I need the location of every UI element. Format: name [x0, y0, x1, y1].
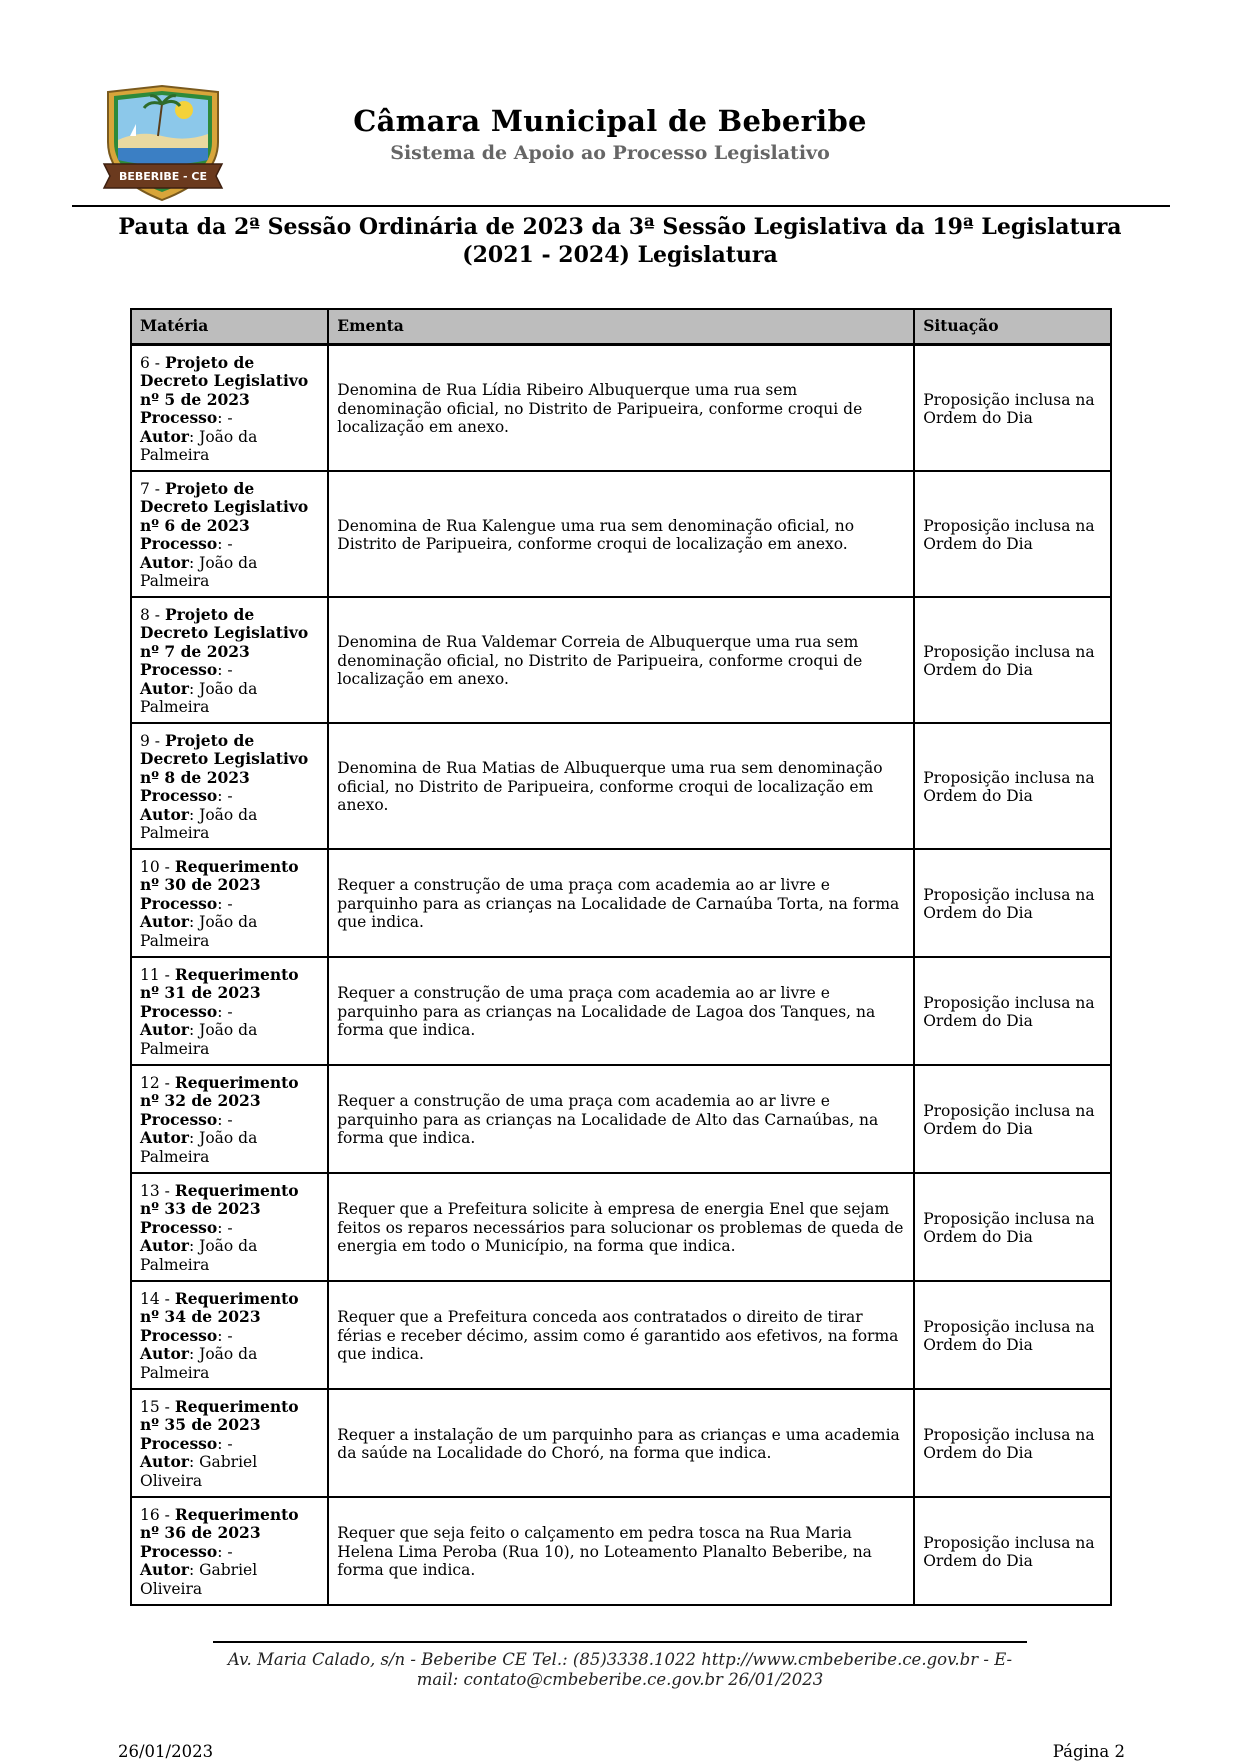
table-row — [131, 345, 1111, 472]
cell-materia: 13 - Requerimento nº 33 de 2023 Processo: - Autor: João da Palmeira — [131, 1173, 328, 1281]
pauta-table — [130, 308, 1112, 1606]
processo-value: - — [227, 1218, 233, 1237]
cell-situacao: Proposição inclusa na Ordem do Dia — [914, 1173, 1111, 1281]
autor-value: João da Palmeira — [140, 1237, 258, 1274]
footer-date: 26/01/2023 — [118, 1742, 214, 1761]
cell-situacao: Proposição inclusa na Ordem do Dia — [914, 597, 1111, 723]
autor-label: Autor — [140, 678, 189, 698]
footer-divider — [213, 1641, 1027, 1643]
autor-value: João da Palmeira — [140, 1129, 258, 1166]
item-number: 10 — [140, 857, 160, 876]
autor-label: Autor — [140, 426, 189, 446]
materia-title: Projeto de Decreto Legislativo nº 5 de 2023 — [140, 352, 309, 409]
processo-value: - — [227, 894, 233, 913]
autor-value: João da Palmeira — [140, 679, 258, 716]
footer-address: Av. Maria Calado, s/n - Beberibe CE Tel.: (85)3338.1022 http://www.cmbeberibe.ce.gov.br - E-mail: contato@cmbeberibe.ce.gov.br 26/01/2023 — [227, 1650, 1013, 1689]
cell-materia: 15 - Requerimento nº 35 de 2023 Processo: - Autor: Gabriel Oliveira — [131, 1389, 328, 1497]
materia-title: Requerimento nº 32 de 2023 — [140, 1072, 299, 1111]
cell-situacao: Proposição inclusa na Ordem do Dia — [914, 1497, 1111, 1605]
table-row — [131, 849, 1111, 957]
processo-value: - — [227, 1326, 233, 1345]
cell-materia: 12 - Requerimento nº 32 de 2023 Processo: - Autor: João da Palmeira — [131, 1065, 328, 1173]
autor-value: João da Palmeira — [140, 553, 258, 590]
cell-materia: 10 - Requerimento nº 30 de 2023 Processo: - Autor: João da Palmeira — [131, 849, 328, 957]
cell-situacao: Proposição inclusa na Ordem do Dia — [914, 957, 1111, 1065]
cell-materia: 7 - Projeto de Decreto Legislativo nº 6 de 2023 Processo: - Autor: João da Palmeira — [131, 471, 328, 597]
processo-label: Processo — [140, 1541, 218, 1561]
table-row — [131, 1389, 1111, 1497]
autor-label: Autor — [140, 1560, 189, 1580]
processo-value: - — [227, 535, 233, 553]
processo-label: Processo — [140, 1109, 218, 1129]
autor-label: Autor — [140, 912, 189, 932]
autor-value: João da Palmeira — [140, 1021, 258, 1058]
column-header-situacao: Situação — [914, 309, 1111, 345]
autor-value: Gabriel Oliveira — [140, 1453, 258, 1490]
processo-label: Processo — [140, 893, 218, 913]
item-number: 15 — [140, 1397, 160, 1416]
cell-ementa: Denomina de Rua Matias de Albuquerque uma rua sem denominação oficial, no Distrito de Paripueira, conforme croqui de localização em anexo. — [328, 723, 914, 849]
cell-situacao: Proposição inclusa na Ordem do Dia — [914, 1065, 1111, 1173]
cell-ementa: Denomina de Rua Valdemar Correia de Albuquerque uma rua sem denominação oficial, no Distrito de Paripueira, conforme croqui de localização em anexo. — [328, 597, 914, 723]
cell-situacao: Proposição inclusa na Ordem do Dia — [914, 345, 1111, 472]
header-title: Câmara Municipal de Beberibe — [353, 104, 867, 138]
processo-label: Processo — [140, 1001, 218, 1021]
header-divider — [72, 205, 1170, 207]
materia-title: Requerimento nº 35 de 2023 — [140, 1396, 299, 1435]
autor-label: Autor — [140, 804, 189, 824]
table-row — [131, 723, 1111, 849]
autor-label: Autor — [140, 1236, 189, 1256]
table-row — [131, 1065, 1111, 1173]
table-body — [131, 345, 1111, 1606]
column-header-ementa: Ementa — [328, 309, 914, 345]
processo-label: Processo — [140, 1217, 218, 1237]
table-row — [131, 957, 1111, 1065]
cell-ementa: Denomina de Rua Lídia Ribeiro Albuquerque uma rua sem denominação oficial, no Distrito de Paripueira, conforme croqui de localização em anexo. — [328, 345, 914, 472]
autor-label: Autor — [140, 1452, 189, 1472]
item-number: 9 — [140, 731, 150, 750]
table-header-row — [131, 309, 1111, 345]
processo-value: - — [227, 1542, 233, 1561]
processo-value: - — [227, 661, 233, 679]
cell-materia: 8 - Projeto de Decreto Legislativo nº 7 de 2023 Processo: - Autor: João da Palmeira — [131, 597, 328, 723]
item-number: 8 — [140, 605, 150, 624]
processo-label: Processo — [140, 534, 218, 553]
item-number: 7 — [140, 479, 150, 498]
processo-value: - — [227, 787, 233, 805]
cell-ementa: Requer a construção de uma praça com academia ao ar livre e parquinho para as crianças na Localidade de Lagoa dos Tanques, na forma que indica. — [328, 957, 914, 1065]
processo-value: - — [227, 409, 233, 427]
cell-materia: 9 - Projeto de Decreto Legislativo nº 8 de 2023 Processo: - Autor: João da Palmeira — [131, 723, 328, 849]
processo-value: - — [227, 1002, 233, 1021]
materia-title: Requerimento nº 33 de 2023 — [140, 1180, 299, 1219]
autor-label: Autor — [140, 1344, 189, 1364]
table-row — [131, 1497, 1111, 1605]
item-number: 13 — [140, 1181, 160, 1200]
cell-situacao: Proposição inclusa na Ordem do Dia — [914, 471, 1111, 597]
cell-materia: 11 - Requerimento nº 31 de 2023 Processo: - Autor: João da Palmeira — [131, 957, 328, 1065]
item-number: 16 — [140, 1505, 160, 1524]
item-number: 6 — [140, 353, 150, 372]
item-number: 14 — [140, 1289, 160, 1308]
cell-situacao: Proposição inclusa na Ordem do Dia — [914, 1389, 1111, 1497]
materia-title: Projeto de Decreto Legislativo nº 6 de 2023 — [140, 478, 309, 535]
cell-ementa: Requer que a Prefeitura conceda aos contratados o direito de tirar férias e receber décimo, assim como é garantido aos efetivos, na forma que indica. — [328, 1281, 914, 1389]
processo-value: - — [227, 1110, 233, 1129]
cell-situacao: Proposição inclusa na Ordem do Dia — [914, 1281, 1111, 1389]
table-row — [131, 471, 1111, 597]
processo-value: - — [227, 1434, 233, 1453]
cell-situacao: Proposição inclusa na Ordem do Dia — [914, 849, 1111, 957]
materia-title: Requerimento nº 31 de 2023 — [140, 964, 299, 1003]
materia-title: Projeto de Decreto Legislativo nº 8 de 2023 — [140, 730, 309, 787]
table-row — [131, 1173, 1111, 1281]
cell-ementa: Requer a construção de uma praça com academia ao ar livre e parquinho para as crianças na Localidade de Alto das Carnaúbas, na forma que indica. — [328, 1065, 914, 1173]
autor-value: Gabriel Oliveira — [140, 1561, 258, 1598]
autor-label: Autor — [140, 1128, 189, 1148]
materia-title: Requerimento nº 36 de 2023 — [140, 1504, 299, 1543]
materia-title: Requerimento nº 30 de 2023 — [140, 856, 299, 895]
processo-label: Processo — [140, 786, 218, 805]
materia-title: Projeto de Decreto Legislativo nº 7 de 2023 — [140, 604, 309, 661]
document-title: Pauta da 2ª Sessão Ordinária de 2023 da 3ª Sessão Legislativa da 19ª Legislatura (2021 - 2024) Legislatura — [118, 214, 1122, 268]
header-subtitle: Sistema de Apoio ao Processo Legislativo — [390, 142, 830, 164]
table-row — [131, 597, 1111, 723]
item-number: 11 — [140, 965, 160, 984]
processo-label: Processo — [140, 408, 218, 427]
cell-materia: 14 - Requerimento nº 34 de 2023 Processo: - Autor: João da Palmeira — [131, 1281, 328, 1389]
column-header-materia: Matéria — [131, 309, 328, 345]
autor-value: João da Palmeira — [140, 805, 258, 842]
autor-value: João da Palmeira — [140, 1345, 258, 1382]
cell-ementa: Requer a instalação de um parquinho para as crianças e uma academia da saúde na Localidade do Choró, na forma que indica. — [328, 1389, 914, 1497]
cell-situacao: Proposição inclusa na Ordem do Dia — [914, 723, 1111, 849]
processo-label: Processo — [140, 660, 218, 679]
cell-materia: 6 - Projeto de Decreto Legislativo nº 5 de 2023 Processo: - Autor: João da Palmeira — [131, 345, 328, 472]
cell-ementa: Denomina de Rua Kalengue uma rua sem denominação oficial, no Distrito de Paripueira, conforme croqui de localização em anexo. — [328, 471, 914, 597]
cell-ementa: Requer que a Prefeitura solicite à empresa de energia Enel que sejam feitos os reparos necessários para solucionar os problemas de queda de energia em todo o Município, na forma que indica. — [328, 1173, 914, 1281]
page-header — [260, 104, 960, 164]
table-row — [131, 1281, 1111, 1389]
autor-label: Autor — [140, 552, 189, 572]
autor-value: João da Palmeira — [140, 913, 258, 950]
processo-label: Processo — [140, 1433, 218, 1453]
cell-ementa: Requer que seja feito o calçamento em pedra tosca na Rua Maria Helena Lima Peroba (Rua 10), no Loteamento Planalto Beberibe, na forma que indica. — [328, 1497, 914, 1605]
cell-materia: 16 - Requerimento nº 36 de 2023 Processo: - Autor: Gabriel Oliveira — [131, 1497, 328, 1605]
materia-title: Requerimento nº 34 de 2023 — [140, 1288, 299, 1327]
camara-logo — [100, 84, 226, 202]
autor-label: Autor — [140, 1020, 189, 1040]
item-number: 12 — [140, 1073, 160, 1092]
svg-text:BEBERIBE - CE: BEBERIBE - CE — [118, 170, 208, 183]
processo-label: Processo — [140, 1325, 218, 1345]
page-number: Página 2 — [1052, 1742, 1125, 1761]
autor-value: João da Palmeira — [140, 427, 258, 464]
cell-ementa: Requer a construção de uma praça com academia ao ar livre e parquinho para as crianças na Localidade de Carnaúba Torta, na forma que indica. — [328, 849, 914, 957]
